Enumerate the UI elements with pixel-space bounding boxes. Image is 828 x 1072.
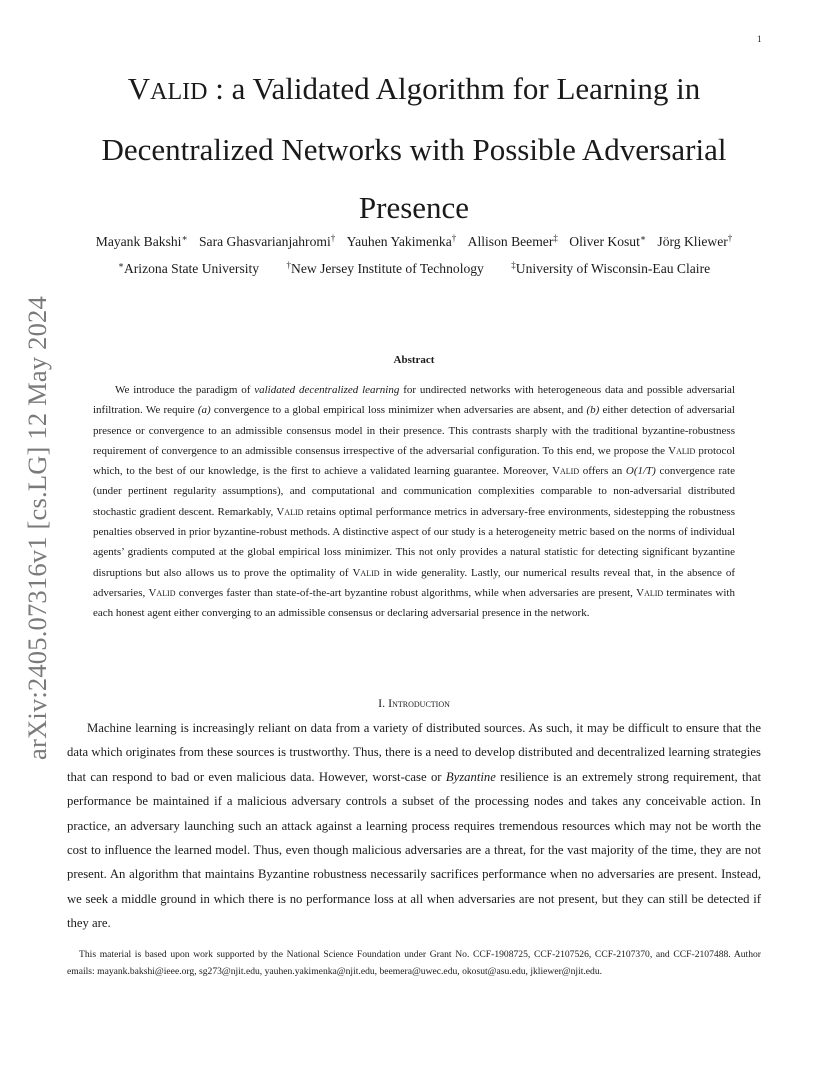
paper-title <box>70 60 758 237</box>
title-text: : a Validated Algorithm for Learning in Decentralized Networks with Possible Adversarial Presence <box>101 71 727 225</box>
arxiv-identifier-stamp[interactable]: arXiv:2405.07316v1 [cs.LG] 12 May 2024 <box>22 296 52 760</box>
abstract-body: We introduce the paradigm of validated decentralized learning for undirected networks with heterogeneous data and possible adversarial infiltration. We require (a) convergence to a global empirical loss minimizer when adversaries are absent, and (b) either detection of adversarial presence or convergence to an admissible consensus model in their presence. This contrasts sharply with the traditional byzantine-robustness requirement of convergence to an admissible consensus irrespective of the adversarial configuration. To this end, we propose the Valid protocol which, to the best of our knowledge, is the first to achieve a validated learning guarantee. Moreover, Valid offers an O(1/T) convergence rate (under pertinent regularity assumptions), and computational and communication complexities comparable to non-adversarial distributed stochastic gradient descent. Remarkably, Valid retains optimal performance metrics in adversary-free environments, sidestepping the robustness penalties observed in prior byzantine-robust methods. A distinctive aspect of our study is a heterogeneity metric based on the norms of individual agents’ gradients computed at the global empirical loss minimizer. This not only provides a natural statistic for detecting significant byzantine disruptions but also allows us to prove the optimality of Valid in wide generality. Lastly, our numerical results reveal that, in the absence of adversaries, Valid converges faster than state-of-the-art byzantine robust algorithms, while when adversaries are present, Valid terminates with each honest agent either converging to an admissible consensus or declaring adversarial presence in the network. <box>93 384 735 620</box>
author: Sara Ghasvarianjahromi† <box>198 233 336 249</box>
section-heading-introduction: I. Introduction <box>378 696 450 710</box>
author: Yauhen Yakimenka† <box>346 233 457 249</box>
affiliation: †New Jersey Institute of Technology <box>286 260 484 276</box>
introduction-body: Machine learning is increasingly reliant on data from a variety of distributed sources. As such, it may be difficult to ensure that the data which originates from these sources is trustworthy. Thus, there is a need to develop distributed and decentralized learning strategies that can respond to bad or even malicious data. However, worst-case or Byzantine resilience is an extremely strong requirement, that performance be maintained if a malicious adversary controls a subset of the processing nodes and takes any conceivable action. In practice, an adversary launching such an attack against a learning process requires tremendous resources which may not be worth the cost to influence the learned model. Thus, even though malicious adversaries are a threat, for the vast majority of the time, they are not present. An algorithm that maintains Byzantine robustness necessarily sacrifices performance when no adversaries are present. Instead, we seek a middle ground in which there is no performance loss at all when adversaries are not present, but they can still be detected if they are. <box>67 721 762 931</box>
author: Allison Beemer‡ <box>467 233 558 249</box>
author: Jörg Kliewer† <box>657 233 733 249</box>
affiliation-list <box>40 259 788 279</box>
affiliation: ‡University of Wisconsin-Eau Claire <box>511 260 711 276</box>
title-valid-rest: ALID <box>150 79 208 105</box>
title-valid-initial: V <box>127 71 151 106</box>
author: Oliver Kosut∗ <box>569 233 646 249</box>
page-number: 1 <box>757 34 762 44</box>
abstract-heading: Abstract <box>393 354 435 366</box>
author: Mayank Bakshi∗ <box>95 233 188 249</box>
author-list <box>40 232 788 252</box>
affiliation: ∗Arizona State University <box>117 260 260 276</box>
funding-footnote: This material is based upon work supported by the National Science Foundation under Grant No. CCF-1908725, CCF-2107526, CCF-2107370, and CCF-2107488. Author emails: mayank.bakshi@ieee.org, sg273@njit.edu, yauhen.yakimenka@njit.edu, beemera@uwec.edu, okosut@asu.edu, jkliewer@njit.edu. <box>67 949 761 977</box>
rate-expression: O(1/T) <box>625 465 656 478</box>
